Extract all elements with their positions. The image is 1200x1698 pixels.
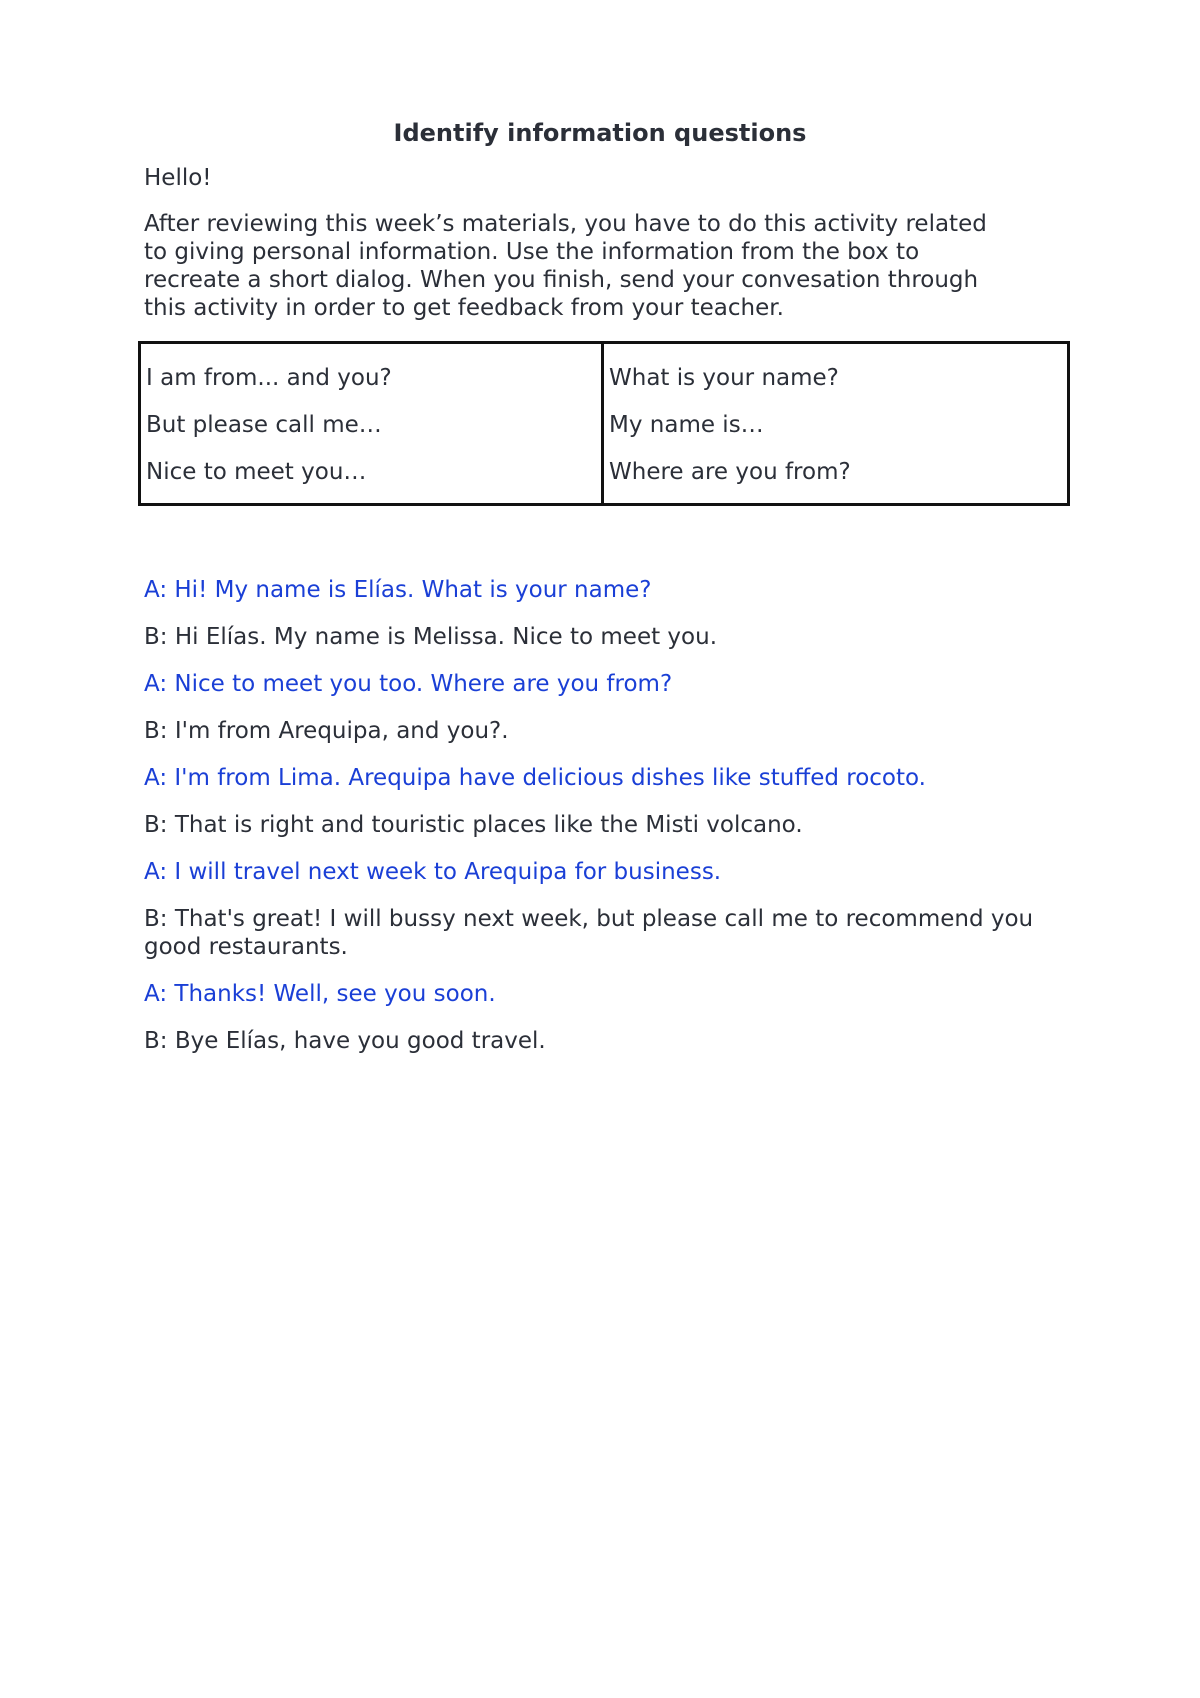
phrase-item: What is your name? bbox=[609, 365, 839, 391]
dialog-line-b: B: Hi Elías. My name is Melissa. Nice to meet you. bbox=[144, 624, 718, 650]
dialog-line-b: B: That is right and touristic places like the Misti volcano. bbox=[144, 812, 803, 838]
phrase-item: But please call me… bbox=[146, 412, 382, 438]
phrase-box bbox=[138, 341, 1070, 506]
dialog-line-a: A: Nice to meet you too. Where are you from? bbox=[144, 671, 673, 697]
dialog-line-a: A: I will travel next week to Arequipa for business. bbox=[144, 859, 722, 885]
dialog-line-b: B: That's great! I will bussy next week, but please call me to recommend you good restaurants. bbox=[144, 906, 1034, 960]
phrase-item: Where are you from? bbox=[609, 459, 851, 485]
dialog bbox=[144, 576, 1064, 1074]
dialog-line-b: B: I'm from Arequipa, and you?. bbox=[144, 718, 509, 744]
greeting-text: Hello! bbox=[144, 165, 212, 191]
phrase-box-left-column bbox=[141, 344, 604, 503]
dialog-line-a: A: I'm from Lima. Arequipa have delicious dishes like stuffed rocoto. bbox=[144, 765, 926, 791]
document-title: Identify information questions bbox=[393, 119, 807, 147]
phrase-item: I am from... and you? bbox=[146, 365, 392, 391]
intro-paragraph: After reviewing this week’s materials, you have to do this activity related to giving personal information. Use the information from the box to recreate a short dialog. When you finish, send your convesation through this activity in order to get feedback from your teacher. bbox=[144, 211, 987, 321]
phrase-box-right-column bbox=[604, 344, 1067, 503]
phrase-item: Nice to meet you… bbox=[146, 459, 367, 485]
dialog-line-a: A: Thanks! Well, see you soon. bbox=[144, 981, 496, 1007]
dialog-line-a: A: Hi! My name is Elías. What is your name? bbox=[144, 577, 652, 603]
phrase-item: My name is… bbox=[609, 412, 764, 438]
dialog-line-b: B: Bye Elías, have you good travel. bbox=[144, 1028, 546, 1054]
